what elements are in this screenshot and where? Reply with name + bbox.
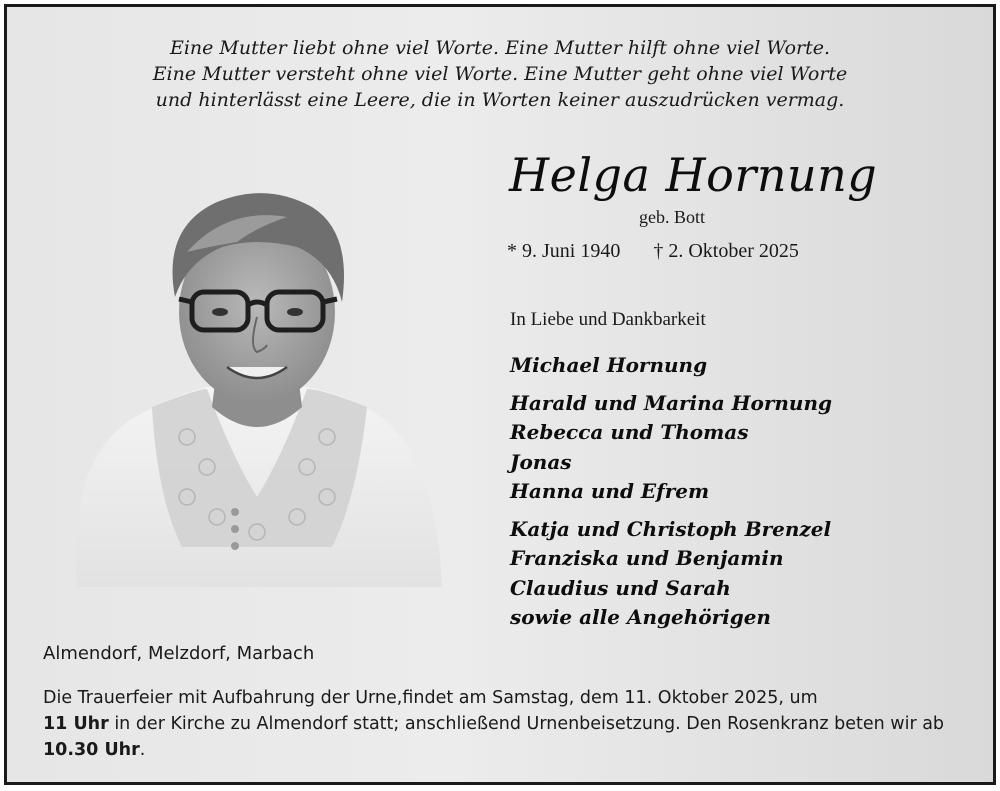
mourner-line: Hanna und Efrem	[510, 479, 710, 503]
poem-line: Eine Mutter liebt ohne viel Worte. Eine Mutter hilft ohne viel Worte.	[169, 37, 831, 59]
mourner-line: Claudius und Sarah	[510, 575, 731, 600]
birth-date: * 9. Juni 1940	[507, 240, 621, 262]
maiden-name: geb. Bott	[639, 207, 705, 227]
mourner-group	[510, 389, 832, 507]
service-time: 11 Uhr	[43, 714, 109, 734]
rosary-time: 10.30 Uhr	[43, 740, 140, 760]
mourner-line: Michael Hornung	[510, 353, 708, 377]
mourner-line: Harald und Marina Hornung	[510, 390, 833, 415]
mourner-line: Franziska und Benjamin	[510, 546, 784, 570]
poem-line: Eine Mutter versteht ohne viel Worte. Eine Mutter geht ohne viel Worte	[152, 63, 848, 85]
obituary-card	[4, 4, 996, 785]
mourner-line: Rebecca und Thomas	[510, 420, 749, 444]
service-announcement	[43, 685, 983, 763]
mourner-group	[510, 515, 832, 633]
dedication-line: In Liebe und Dankbarkeit	[510, 309, 706, 330]
poem	[7, 35, 993, 113]
deceased-name: Helga Hornung	[509, 148, 878, 202]
mourners-list	[510, 351, 832, 641]
service-text: in der Kirche zu Almendorf statt; anschließend Urnenbeisetzung. Den Rosenkranz beten wir ab	[108, 714, 945, 734]
mourner-line: Jonas	[510, 449, 572, 474]
mourner-group	[510, 351, 832, 381]
death-date: † 2. Oktober 2025	[653, 240, 799, 262]
portrait-photo	[57, 167, 457, 607]
mourner-line: Katja und Christoph Brenzel	[510, 516, 832, 541]
service-text: .	[139, 740, 146, 760]
places-line: Almendorf, Melzdorf, Marbach	[43, 643, 315, 664]
life-dates	[507, 240, 799, 263]
service-text: Die Trauerfeier mit Aufbahrung der Urne,findet am Samstag, dem 11. Oktober 2025, um	[43, 688, 818, 708]
mourner-line: sowie alle Angehörigen	[510, 605, 771, 629]
poem-line: und hinterlässt eine Leere, die in Worten keiner auszudrücken vermag.	[155, 89, 845, 111]
